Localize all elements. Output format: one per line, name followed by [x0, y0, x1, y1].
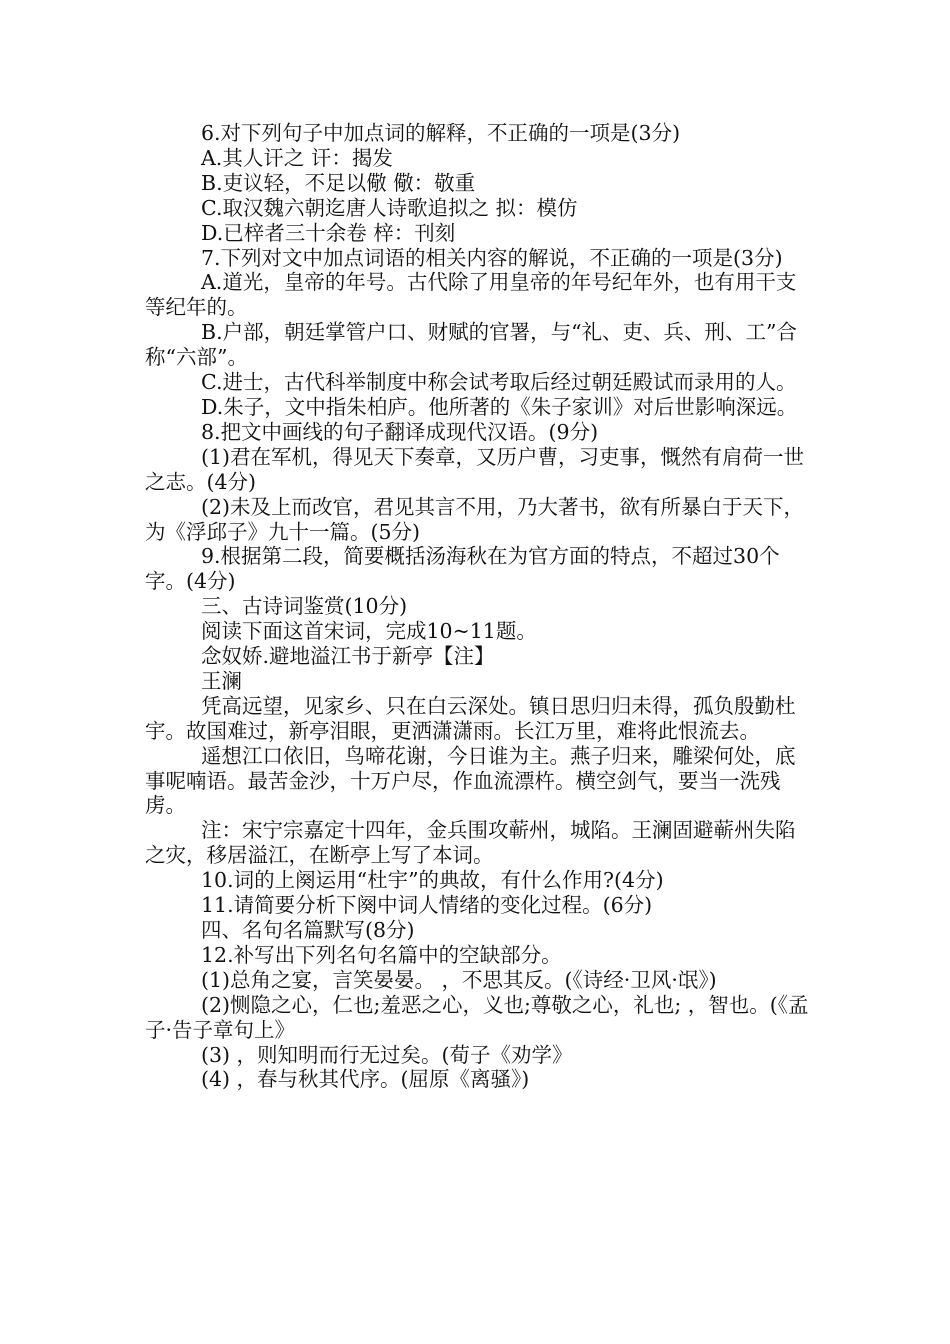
- question-12-stem: 12.补写出下列名句名篇中的空缺部分。: [201, 942, 562, 967]
- question-8-part-2: (2)未及上而改官，君见其言不用，乃大著书，欲有所暴白于天下，为《浮邱子》九十一篇。(5分): [145, 494, 805, 544]
- option-7a: A.道光，皇帝的年号。古代除了用皇帝的年号纪年外，也有用干支等纪年的。: [145, 270, 797, 320]
- option-6b: B.吏议轻，不足以儆 儆：敬重: [201, 170, 476, 195]
- question-8-part-1: (1)君在军机，得见天下奏章，又历户曹，习吏事，慨然有肩荷一世之志。(4分): [145, 444, 805, 494]
- question-11: 11.请简要分析下阕中词人情绪的变化过程。(6分): [201, 893, 653, 918]
- section-3-instruction: 阅读下面这首宋词，完成10~11题。: [201, 619, 537, 644]
- poem-note: 注：宋宁宗嘉定十四年，金兵围攻蕲州，城陷。王澜固避蕲州失陷之灾，移居溢江，在断亭上写了本词。: [145, 818, 796, 868]
- question-12-part-3: (3) ，则知明而行无过矣。(荀子《劝学》: [201, 1042, 573, 1067]
- question-12-part-1: (1)总角之宴，言笑晏晏。 ，不思其反。(《诗经·卫风·氓》): [201, 967, 717, 992]
- question-12-part-4: (4) ，春与秋其代序。(屈原《离骚》): [201, 1067, 530, 1092]
- document-body: [145, 121, 813, 1092]
- question-7-stem: 7.下列对文中加点词语的相关内容的解说，不正确的一项是(3分): [201, 245, 783, 270]
- question-6-stem: 6.对下列句子中加点词的解释，不正确的一项是(3分): [201, 121, 681, 145]
- poem-stanza-2: 遥想江口依旧，鸟啼花谢，今日谁为主。燕子归来，雕梁何处，底事呢喃语。最苦金沙，十万户尽，作血流漂杵。横空剑气，要当一洗残虏。: [145, 743, 796, 818]
- option-7c: C.进士，古代科举制度中称会试考取后经过朝廷殿试而录用的人。: [201, 370, 797, 395]
- poem-title: 念奴娇.避地溢江书于新亭【注】: [201, 644, 495, 669]
- question-10: 10.词的上阕运用“杜宇”的典故，有什么作用?(4分): [201, 868, 664, 893]
- question-12-part-2: (2)恻隐之心，仁也;羞恶之心，义也;尊敬之心，礼也; ，智也。(《孟子·告子章句上》: [145, 992, 809, 1042]
- option-6d: D.已梓者三十余卷 梓：刊刻: [201, 220, 456, 245]
- option-7d: D.朱子，文中指朱柏庐。他所著的《朱子家训》对后世影响深远。: [201, 394, 798, 419]
- option-7b: B.户部，朝廷掌管户口、财赋的官署，与“礼、吏、兵、刑、工”合称“六部”。: [145, 320, 798, 370]
- option-6a: A.其人讦之 讦：揭发: [201, 145, 393, 170]
- question-9: 9.根据第二段，简要概括汤海秋在为官方面的特点，不超过30个字。(4分): [145, 544, 780, 594]
- section-3-heading: 三、古诗词鉴赏(10分): [201, 594, 408, 619]
- poem-author: 王澜: [201, 668, 242, 693]
- section-4-heading: 四、名句名篇默写(8分): [201, 918, 415, 942]
- question-8-stem: 8.把文中画线的句子翻译成现代汉语。(9分): [201, 419, 599, 444]
- poem-stanza-1: 凭高远望，见家乡、只在白云深处。镇日思归归未得，孤负殷勤杜宇。故国难过，新亭泪眼，更洒潇潇雨。长江万里，难将此恨流去。: [145, 693, 796, 743]
- option-6c: C.取汉魏六朝迄唐人诗歌追拟之 拟：模仿: [201, 195, 578, 220]
